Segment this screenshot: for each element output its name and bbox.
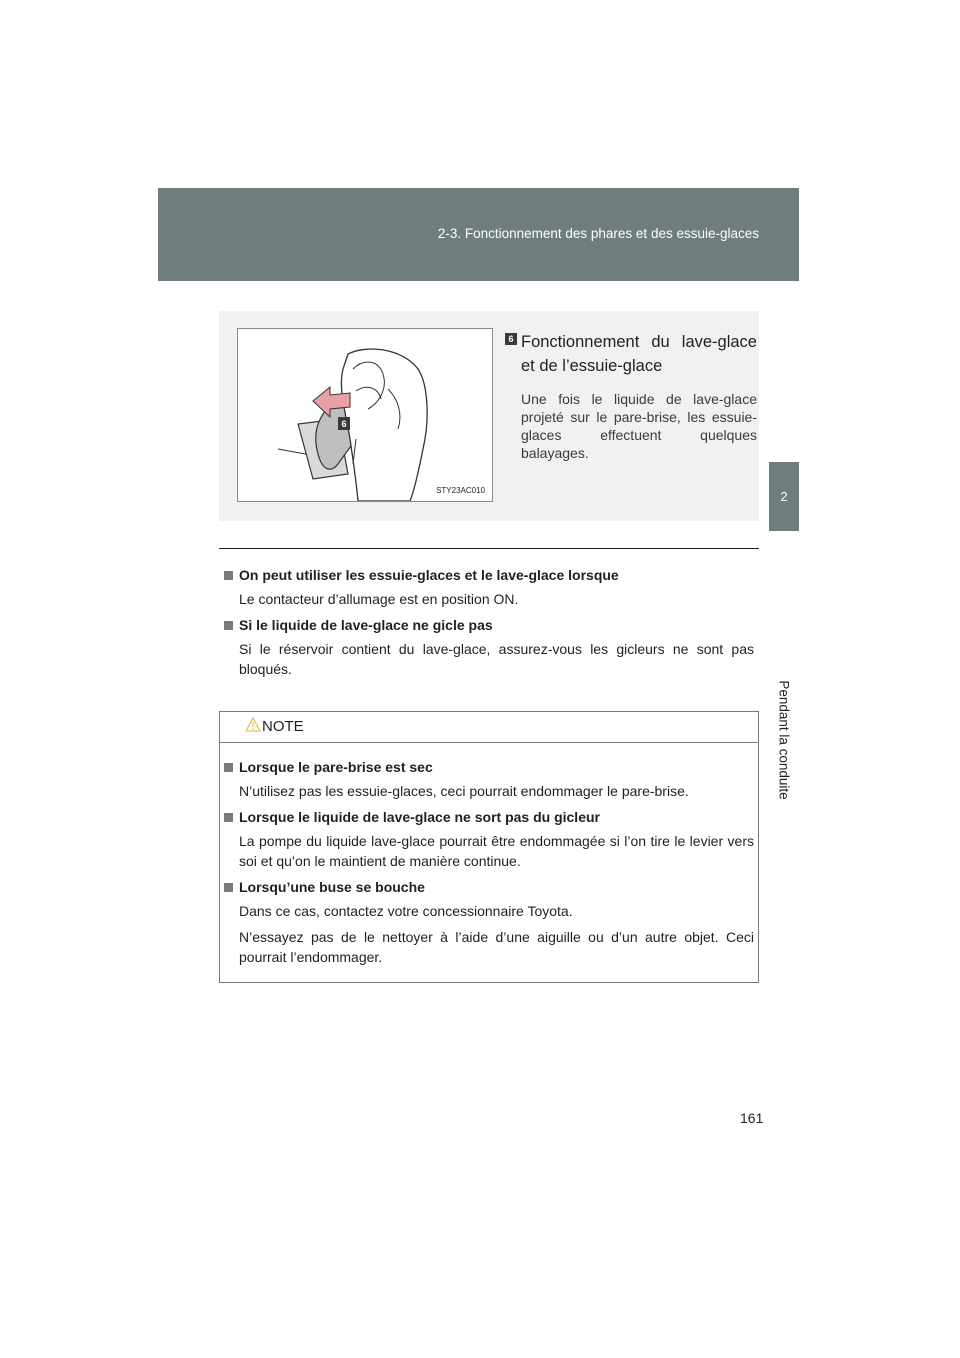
image-code: STY23AC010 [436, 486, 485, 495]
caution-item [224, 877, 754, 967]
chapter-label: Pendant la conduite [776, 680, 792, 800]
figure-panel [219, 311, 759, 521]
note-heading: On peut utiliser les essuie-glaces et le lave-glace lorsque [239, 567, 619, 583]
chapter-label-vertical [773, 680, 795, 800]
bullet-square-icon [224, 813, 233, 822]
bullet-square-icon [224, 763, 233, 772]
chapter-tab [769, 462, 799, 531]
note-heading: Si le liquide de lave-glace ne gicle pas [239, 617, 493, 633]
chapter-number: 2 [780, 489, 788, 504]
section-title: 2-3. Fonctionnement des phares et des essuie-glaces [437, 226, 759, 241]
note-body: Le contacteur d’allumage est en position ON. [239, 591, 519, 607]
caution-box [219, 711, 759, 983]
note-body: Si le réservoir contient du lave-glace, assurez-vous les gicleurs ne sont pas bloqués. [239, 641, 754, 677]
note-item [224, 615, 754, 679]
caution-item [224, 757, 754, 801]
caution-text: N’utilisez pas les essuie-glaces, ceci pourrait endommager le pare-brise. [239, 783, 689, 799]
caution-body [220, 743, 758, 967]
caution-heading: Lorsque le pare-brise est sec [239, 759, 433, 775]
caution-header [220, 712, 758, 743]
notes-section [224, 565, 754, 685]
warning-triangle-icon [245, 717, 261, 732]
step-badge: 6 [505, 333, 517, 345]
caution-heading: Lorsque le liquide de lave-glace ne sort pas du gicleur [239, 809, 600, 825]
hand-pulling-lever-icon [238, 329, 492, 501]
header-band [158, 188, 799, 281]
step-description [505, 330, 757, 462]
page-number: 161 [740, 1110, 764, 1126]
step-title: Fonctionnement du lave-glace et de l’essuie-glace [521, 333, 757, 375]
step-text: Une fois le liquide de lave-glace projeté sur le pare-brise, les essuie-glaces effectuent quelques balayages. [521, 391, 757, 461]
caution-text: La pompe du liquide lave-glace pourrait être endommagée si l’on tire le levier vers soi et qu’on le maintient de manière continue. [239, 833, 754, 869]
caution-text: N’essayez pas de le nettoyer à l’aide d’une aiguille ou d’un autre objet. Ceci pourrait l’endommager. [239, 929, 754, 965]
divider [219, 548, 759, 549]
bullet-square-icon [224, 621, 233, 630]
caution-heading: Lorsqu’une buse se bouche [239, 879, 425, 895]
note-item [224, 565, 754, 609]
bullet-square-icon [224, 571, 233, 580]
svg-text:6: 6 [341, 419, 347, 429]
caution-text: Dans ce cas, contactez votre concessionnaire Toyota. [239, 903, 573, 919]
caution-item [224, 807, 754, 871]
caution-title: NOTE [262, 718, 304, 735]
wiper-lever-illustration [237, 328, 493, 502]
bullet-square-icon [224, 883, 233, 892]
